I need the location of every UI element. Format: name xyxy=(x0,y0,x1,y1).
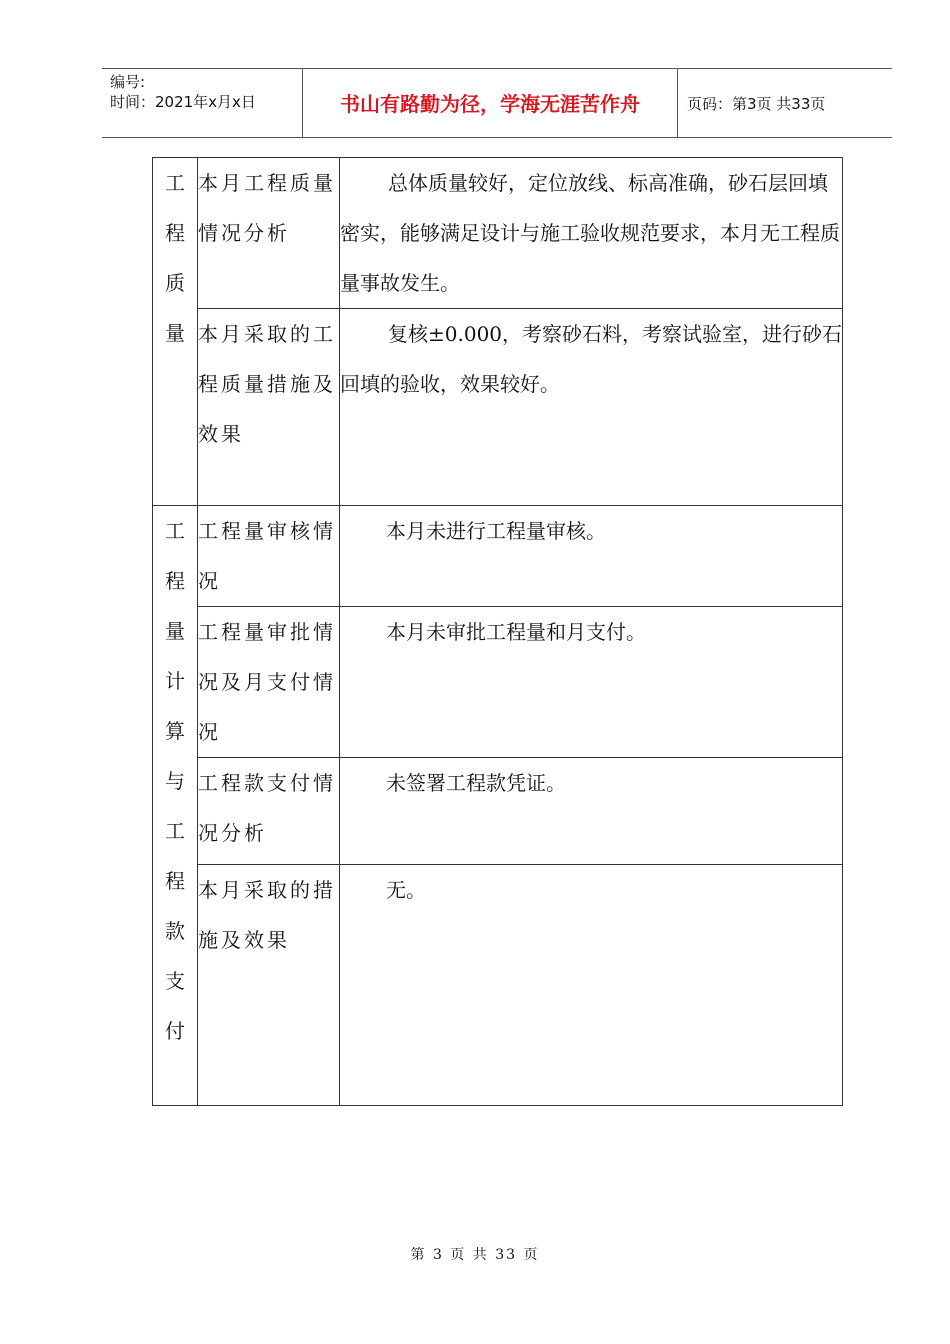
row-content: 未签署工程款凭证。 xyxy=(340,758,843,865)
section-title-char: 工 xyxy=(165,819,185,843)
page-header xyxy=(102,68,892,138)
section-title-char: 程 xyxy=(165,569,185,593)
table-row xyxy=(153,506,843,607)
serial-label: 编号: xyxy=(110,73,146,91)
row-label: 工程量审核情况 xyxy=(198,506,340,607)
section-title-char: 与 xyxy=(165,769,185,793)
time-label: 时间：2021年x月x日 xyxy=(110,93,256,111)
header-divider xyxy=(677,69,678,137)
row-label: 本月工程质量情况分析 xyxy=(198,158,340,309)
section-title-char: 质 xyxy=(165,271,185,295)
section-title-char: 工 xyxy=(165,171,185,195)
section-title-char: 程 xyxy=(165,869,185,893)
section-title-char: 工 xyxy=(165,519,185,543)
section-title-char: 付 xyxy=(165,1019,185,1043)
section-title-char: 量 xyxy=(165,619,185,643)
table-row xyxy=(153,758,843,865)
header-motto: 书山有路勤为径，学海无涯苦作舟 xyxy=(340,92,640,116)
section-title-char: 量 xyxy=(165,321,185,345)
row-content: 无。 xyxy=(340,865,843,1106)
table-row xyxy=(153,607,843,758)
row-label: 本月采取的措施及效果 xyxy=(198,865,340,1106)
header-meta xyxy=(110,72,256,112)
table-row xyxy=(153,865,843,1106)
section-title-char: 计 xyxy=(165,669,185,693)
section-title-char: 程 xyxy=(165,221,185,245)
row-label: 工程款支付情况分析 xyxy=(198,758,340,865)
section-title-quality xyxy=(153,158,198,506)
row-content: 本月未进行工程量审核。 xyxy=(340,506,843,607)
row-content: 本月未审批工程量和月支付。 xyxy=(340,607,843,758)
report-table xyxy=(152,157,843,1106)
section-title-char: 支 xyxy=(165,969,185,993)
section-title-char: 款 xyxy=(165,919,185,943)
table-row xyxy=(153,309,843,506)
section-title-char: 算 xyxy=(165,719,185,743)
row-content: 总体质量较好，定位放线、标高准确，砂石层回填密实，能够满足设计与施工验收规范要求，本月无工程质量事故发生。 xyxy=(340,158,843,309)
table-row xyxy=(153,158,843,309)
section-title-quantity-payment xyxy=(153,506,198,1106)
page-footer: 第 3 页 共 33 页 xyxy=(410,1247,540,1263)
row-label: 本月采取的工程质量措施及效果 xyxy=(198,309,340,506)
header-page-label: 页码：第3页 共33页 xyxy=(687,95,826,113)
row-label: 工程量审批情况及月支付情况 xyxy=(198,607,340,758)
row-content: 复核±0.000，考察砂石料，考察试验室，进行砂石回填的验收，效果较好。 xyxy=(340,309,843,506)
